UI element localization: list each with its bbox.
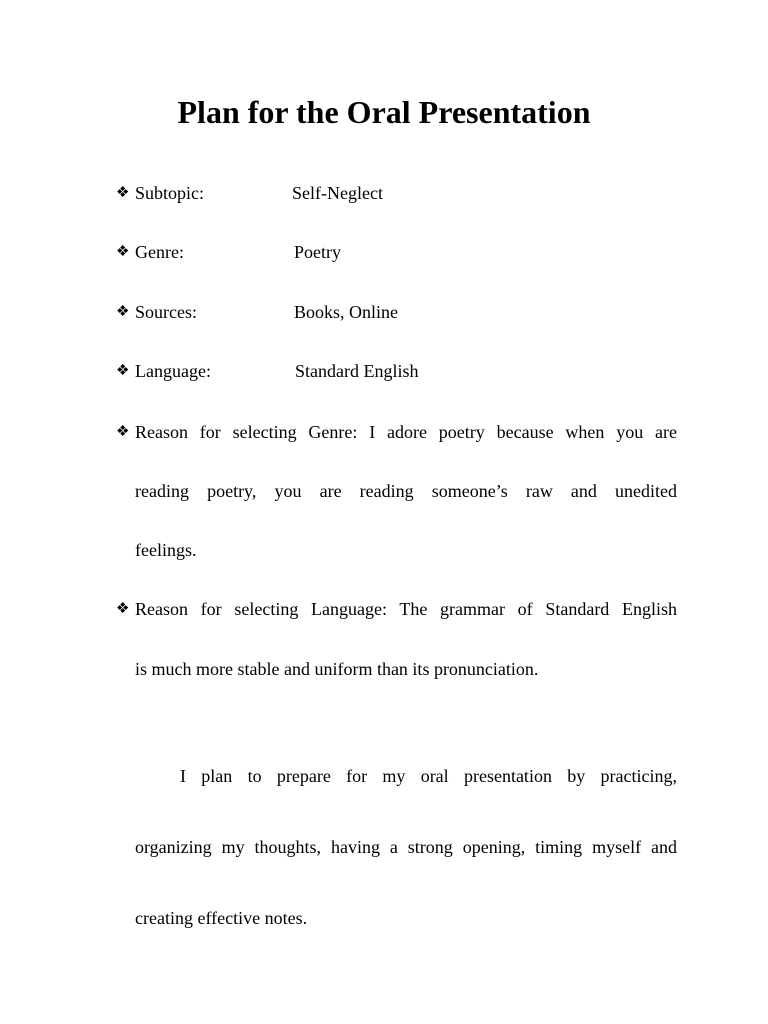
field-label: Sources:: [135, 302, 197, 322]
field-label: Language:: [135, 361, 211, 381]
reason-language-line-2: is much more stable and uniform than its pronunciation.: [135, 659, 539, 679]
field-value: Standard English: [295, 361, 419, 381]
page-title: Plan for the Oral Presentation: [177, 94, 591, 130]
field-value: Poetry: [294, 242, 341, 262]
reason-language-line-1: Reason for selecting Language: The grammar of Standard English: [135, 599, 677, 619]
diamond-bullet-icon: ❖: [116, 424, 130, 440]
reason-genre-line-3: feelings.: [135, 540, 197, 560]
field-label: Genre:: [135, 242, 184, 262]
field-label: Subtopic:: [135, 183, 205, 203]
diamond-bullet-icon: ❖: [116, 601, 130, 617]
closing-paragraph-line-1: I plan to prepare for my oral presentation by practicing,: [180, 766, 677, 786]
diamond-bullet-icon: ❖: [116, 244, 130, 260]
diamond-bullet-icon: ❖: [116, 363, 130, 379]
diamond-bullet-icon: ❖: [116, 304, 130, 320]
reason-genre-line-2: reading poetry, you are reading someone’s raw and unedited: [135, 481, 677, 501]
diamond-bullet-icon: ❖: [116, 185, 130, 201]
field-value: Self-Neglect: [292, 183, 383, 203]
closing-paragraph-line-3: creating effective notes.: [135, 908, 308, 928]
field-value: Books, Online: [294, 302, 399, 322]
closing-paragraph-line-2: organizing my thoughts, having a strong opening, timing myself and: [135, 837, 677, 857]
reason-genre-line-1: Reason for selecting Genre: I adore poetry because when you are: [135, 422, 677, 442]
